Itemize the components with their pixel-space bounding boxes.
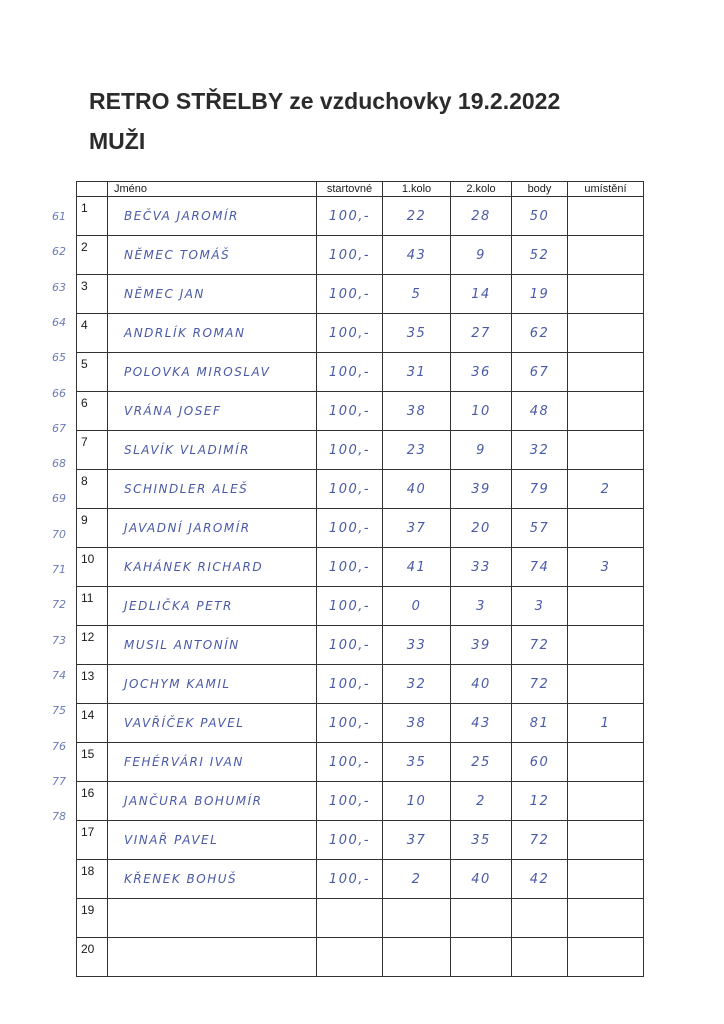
margin-number: 70 xyxy=(52,527,66,541)
row-number: 16 xyxy=(77,782,108,821)
table-row xyxy=(77,821,644,860)
row-number: 10 xyxy=(77,548,108,587)
round1-score: 35 xyxy=(383,743,451,782)
round1-score: 37 xyxy=(383,509,451,548)
round1-score: 5 xyxy=(383,275,451,314)
table-row xyxy=(77,275,644,314)
round1-score: 40 xyxy=(383,470,451,509)
table-row xyxy=(77,587,644,626)
competitor-name: BEČVA JAROMÍR xyxy=(108,197,317,236)
entry-fee: 100,- xyxy=(317,392,383,431)
round1-score xyxy=(383,938,451,977)
margin-number: 68 xyxy=(52,457,66,471)
table-row xyxy=(77,431,644,470)
margin-number: 71 xyxy=(52,563,66,576)
round1-score xyxy=(383,899,451,938)
placement xyxy=(568,275,644,314)
row-number: 3 xyxy=(77,275,108,314)
placement xyxy=(568,899,644,938)
row-number: 17 xyxy=(77,821,108,860)
round2-score: 3 xyxy=(451,587,512,626)
placement xyxy=(568,821,644,860)
row-number: 19 xyxy=(77,899,108,938)
placement xyxy=(568,743,644,782)
entry-fee: 100,- xyxy=(317,275,383,314)
margin-number: 66 xyxy=(52,386,66,400)
row-number: 8 xyxy=(77,470,108,509)
margin-number: 78 xyxy=(52,810,66,824)
entry-fee: 100,- xyxy=(317,665,383,704)
row-number: 15 xyxy=(77,743,108,782)
header-points: body xyxy=(512,182,568,197)
competitor-name: SCHINDLER ALEŠ xyxy=(108,470,317,509)
total-points: 19 xyxy=(512,275,568,314)
round1-score: 10 xyxy=(383,782,451,821)
row-number: 7 xyxy=(77,431,108,470)
total-points: 50 xyxy=(512,197,568,236)
table-row xyxy=(77,860,644,899)
table-row xyxy=(77,392,644,431)
competitor-name: VAVŘÍČEK PAVEL xyxy=(108,704,317,743)
placement xyxy=(568,509,644,548)
margin-number: 75 xyxy=(52,704,66,718)
entry-fee: 100,- xyxy=(317,353,383,392)
round2-score: 33 xyxy=(451,548,512,587)
table-row xyxy=(77,626,644,665)
margin-number: 77 xyxy=(52,774,66,788)
row-number: 14 xyxy=(77,704,108,743)
round2-score: 39 xyxy=(451,626,512,665)
entry-fee: 100,- xyxy=(317,704,383,743)
placement xyxy=(568,353,644,392)
table-row xyxy=(77,314,644,353)
table-row xyxy=(77,353,644,392)
entry-fee: 100,- xyxy=(317,470,383,509)
row-number: 9 xyxy=(77,509,108,548)
entry-fee: 100,- xyxy=(317,782,383,821)
round2-score: 14 xyxy=(451,275,512,314)
header-placement: umístění xyxy=(568,182,644,197)
header-fee: startovné xyxy=(317,182,383,197)
total-points: 79 xyxy=(512,470,568,509)
entry-fee: 100,- xyxy=(317,431,383,470)
entry-fee: 100,- xyxy=(317,821,383,860)
header-round1: 1.kolo xyxy=(383,182,451,197)
round2-score: 9 xyxy=(451,236,512,275)
round1-score: 22 xyxy=(383,197,451,236)
competitor-name xyxy=(108,899,317,938)
entry-fee: 100,- xyxy=(317,548,383,587)
round1-score: 33 xyxy=(383,626,451,665)
total-points xyxy=(512,938,568,977)
round1-score: 37 xyxy=(383,821,451,860)
results-table xyxy=(76,181,644,977)
entry-fee: 100,- xyxy=(317,314,383,353)
row-number: 1 xyxy=(77,197,108,236)
total-points: 72 xyxy=(512,626,568,665)
round2-score: 36 xyxy=(451,353,512,392)
margin-number: 65 xyxy=(52,351,66,365)
header-round2: 2.kolo xyxy=(451,182,512,197)
row-number: 20 xyxy=(77,938,108,977)
placement: 3 xyxy=(568,548,644,587)
entry-fee xyxy=(317,938,383,977)
competitor-name: VRÁNA JOSEF xyxy=(108,392,317,431)
table-row xyxy=(77,665,644,704)
competitor-name: ANDRLÍK ROMAN xyxy=(108,314,317,353)
competitor-name: POLOVKA MIROSLAV xyxy=(108,353,317,392)
round1-score: 31 xyxy=(383,353,451,392)
competitor-name: NĚMEC TOMÁŠ xyxy=(108,236,317,275)
round2-score: 27 xyxy=(451,314,512,353)
row-number: 12 xyxy=(77,626,108,665)
placement xyxy=(568,860,644,899)
placement xyxy=(568,392,644,431)
total-points: 3 xyxy=(512,587,568,626)
competitor-name xyxy=(108,938,317,977)
total-points: 48 xyxy=(512,392,568,431)
round2-score: 28 xyxy=(451,197,512,236)
total-points: 52 xyxy=(512,236,568,275)
competitor-name: JOCHYM KAMIL xyxy=(108,665,317,704)
table-row xyxy=(77,743,644,782)
placement xyxy=(568,431,644,470)
header-row xyxy=(77,182,644,197)
placement: 2 xyxy=(568,470,644,509)
round1-score: 32 xyxy=(383,665,451,704)
margin-number: 63 xyxy=(52,280,66,294)
round1-score: 43 xyxy=(383,236,451,275)
table-row xyxy=(77,704,644,743)
row-number: 5 xyxy=(77,353,108,392)
entry-fee: 100,- xyxy=(317,743,383,782)
total-points: 72 xyxy=(512,821,568,860)
placement xyxy=(568,938,644,977)
table-row xyxy=(77,509,644,548)
total-points: 67 xyxy=(512,353,568,392)
total-points: 57 xyxy=(512,509,568,548)
margin-number: 72 xyxy=(52,598,66,612)
table-row xyxy=(77,938,644,977)
placement xyxy=(568,197,644,236)
margin-number: 64 xyxy=(52,315,66,329)
margin-number: 62 xyxy=(52,245,66,259)
round1-score: 38 xyxy=(383,392,451,431)
margin-number: 73 xyxy=(52,633,66,647)
entry-fee: 100,- xyxy=(317,236,383,275)
competitor-name: KAHÁNEK RICHARD xyxy=(108,548,317,587)
round1-score: 38 xyxy=(383,704,451,743)
round2-score: 20 xyxy=(451,509,512,548)
round2-score xyxy=(451,899,512,938)
round2-score: 10 xyxy=(451,392,512,431)
entry-fee: 100,- xyxy=(317,509,383,548)
entry-fee: 100,- xyxy=(317,587,383,626)
entry-fee xyxy=(317,899,383,938)
competitor-name: FEHÉRVÁRI IVAN xyxy=(108,743,317,782)
header-name: Jméno xyxy=(108,182,317,197)
row-number: 13 xyxy=(77,665,108,704)
entry-fee: 100,- xyxy=(317,626,383,665)
total-points: 72 xyxy=(512,665,568,704)
competitor-name: MUSIL ANTONÍN xyxy=(108,626,317,665)
table-row xyxy=(77,470,644,509)
total-points xyxy=(512,899,568,938)
round2-score: 43 xyxy=(451,704,512,743)
total-points: 81 xyxy=(512,704,568,743)
margin-number: 74 xyxy=(52,668,66,682)
placement xyxy=(568,587,644,626)
row-number: 4 xyxy=(77,314,108,353)
round2-score: 2 xyxy=(451,782,512,821)
placement xyxy=(568,665,644,704)
entry-fee: 100,- xyxy=(317,860,383,899)
row-number: 2 xyxy=(77,236,108,275)
round2-score: 40 xyxy=(451,860,512,899)
total-points: 42 xyxy=(512,860,568,899)
placement xyxy=(568,626,644,665)
margin-number: 69 xyxy=(52,492,66,506)
round1-score: 0 xyxy=(383,587,451,626)
total-points: 60 xyxy=(512,743,568,782)
round2-score: 9 xyxy=(451,431,512,470)
total-points: 74 xyxy=(512,548,568,587)
round2-score: 39 xyxy=(451,470,512,509)
competitor-name: NĚMEC JAN xyxy=(108,275,317,314)
competitor-name: JANČURA BOHUMÍR xyxy=(108,782,317,821)
round1-score: 2 xyxy=(383,860,451,899)
table-body xyxy=(77,197,644,977)
header-number xyxy=(77,182,108,197)
row-number: 11 xyxy=(77,587,108,626)
table-row xyxy=(77,782,644,821)
margin-number: 76 xyxy=(52,739,66,753)
document-title: RETRO STŘELBY ze vzduchovky 19.2.2022 xyxy=(89,88,561,114)
margin-number: 67 xyxy=(52,421,66,435)
placement: 1 xyxy=(568,704,644,743)
competitor-name: KŘENEK BOHUŠ xyxy=(108,860,317,899)
category-title: MUŽI xyxy=(89,128,146,154)
total-points: 12 xyxy=(512,782,568,821)
round1-score: 35 xyxy=(383,314,451,353)
competitor-name: JAVADNÍ JAROMÍR xyxy=(108,509,317,548)
total-points: 32 xyxy=(512,431,568,470)
round2-score xyxy=(451,938,512,977)
competitor-name: SLAVÍK VLADIMÍR xyxy=(108,431,317,470)
table-row xyxy=(77,236,644,275)
round2-score: 25 xyxy=(451,743,512,782)
entry-fee: 100,- xyxy=(317,197,383,236)
row-number: 18 xyxy=(77,860,108,899)
total-points: 62 xyxy=(512,314,568,353)
round1-score: 41 xyxy=(383,548,451,587)
round1-score: 23 xyxy=(383,431,451,470)
table-row xyxy=(77,899,644,938)
table-row xyxy=(77,548,644,587)
row-number: 6 xyxy=(77,392,108,431)
round2-score: 40 xyxy=(451,665,512,704)
placement xyxy=(568,314,644,353)
competitor-name: VINAŘ PAVEL xyxy=(108,821,317,860)
competitor-name: JEDLIČKA PETR xyxy=(108,587,317,626)
placement xyxy=(568,236,644,275)
table-row xyxy=(77,197,644,236)
placement xyxy=(568,782,644,821)
margin-number: 61 xyxy=(52,210,66,223)
round2-score: 35 xyxy=(451,821,512,860)
